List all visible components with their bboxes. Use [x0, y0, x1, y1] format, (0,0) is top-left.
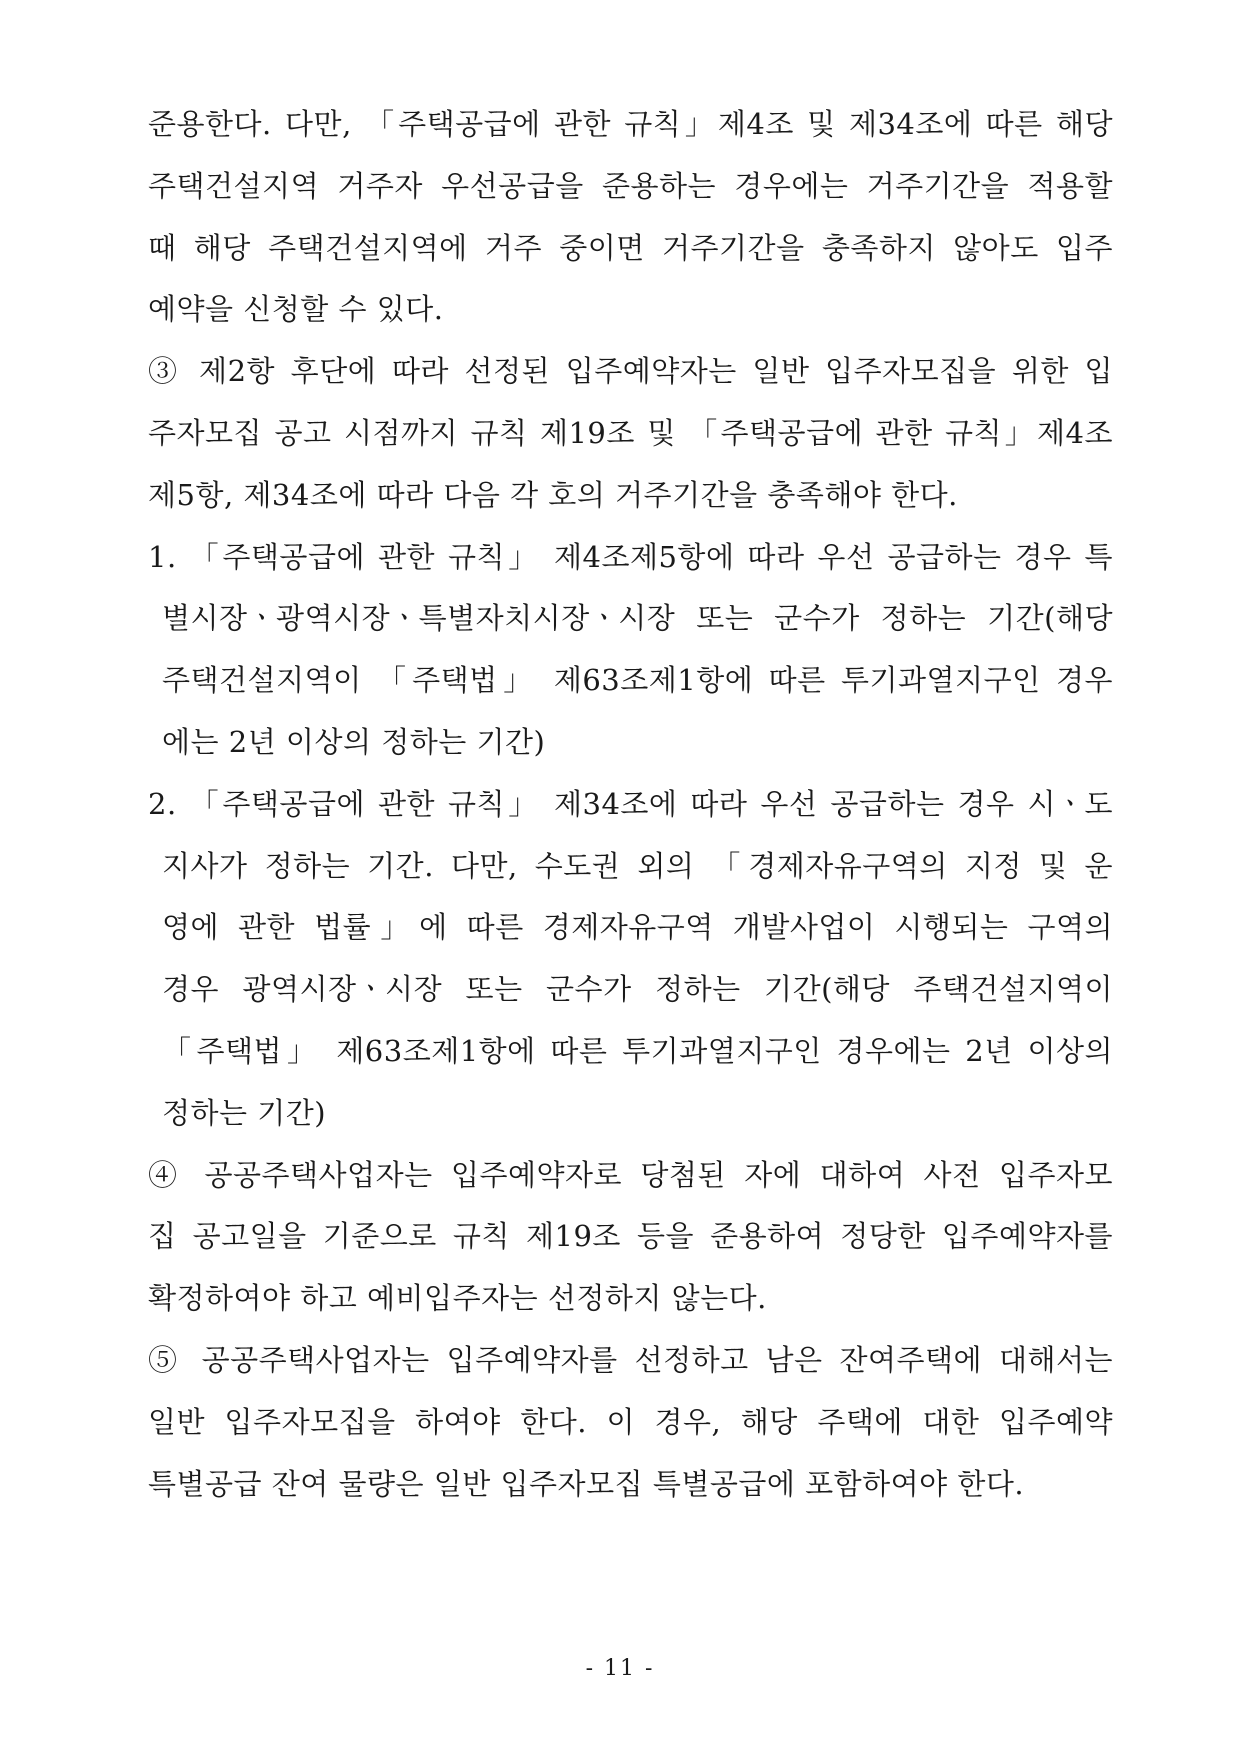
text-line: 경우 광역시장ㆍ시장 또는 군수가 정하는 기간(해당 주택건설지역이 [162, 972, 1113, 1006]
text-line: 1. 「주택공급에 관한 규칙」 제4조제5항에 따라 우선 공급하는 경우 특 [148, 540, 1113, 574]
text-line: 2. 「주택공급에 관한 규칙」 제34조에 따라 우선 공급하는 경우 시ㆍ도 [148, 787, 1113, 821]
text-line: 특별공급 잔여 물량은 일반 입주자모집 특별공급에 포함하여야 한다. [148, 1467, 1025, 1501]
text-line: ④ 공공주택사업자는 입주예약자로 당첨된 자에 대하여 사전 입주자모 [148, 1158, 1113, 1192]
text-line: 때 해당 주택건설지역에 거주 중이면 거주기간을 충족하지 않아도 입주 [148, 231, 1113, 265]
text-line: 예약을 신청할 수 있다. [148, 292, 444, 326]
text-line: 「주택법」 제63조제1항에 따른 투기과열지구인 경우에는 2년 이상의 [162, 1034, 1113, 1068]
text-line: 주택건설지역이 「주택법」 제63조제1항에 따른 투기과열지구인 경우 [162, 663, 1113, 697]
text-line: 주택건설지역 거주자 우선공급을 준용하는 경우에는 거주기간을 적용할 [148, 169, 1113, 203]
text-line: 지사가 정하는 기간. 다만, 수도권 외의 「경제자유구역의 지정 및 운 [162, 849, 1113, 883]
text-line: ⑤ 공공주택사업자는 입주예약자를 선정하고 남은 잔여주택에 대해서는 [148, 1343, 1113, 1377]
text-line: 정하는 기간) [162, 1096, 327, 1130]
page-number: - 11 - [585, 1656, 655, 1681]
text-line: ③ 제2항 후단에 따라 선정된 입주예약자는 일반 입주자모집을 위한 입 [148, 354, 1113, 388]
text-line: 별시장ㆍ광역시장ㆍ특별자치시장ㆍ시장 또는 군수가 정하는 기간(해당 [162, 601, 1113, 635]
text-line: 에는 2년 이상의 정하는 기간) [162, 725, 546, 759]
text-line: 주자모집 공고 시점까지 규칙 제19조 및 「주택공급에 관한 규칙」제4조 [148, 416, 1113, 450]
text-line: 제5항, 제34조에 따라 다음 각 호의 거주기간을 충족해야 한다. [148, 478, 958, 512]
text-line: 집 공고일을 기준으로 규칙 제19조 등을 준용하여 정당한 입주예약자를 [148, 1219, 1113, 1253]
text-line: 준용한다. 다만, 「주택공급에 관한 규칙」제4조 및 제34조에 따른 해당 [148, 107, 1113, 141]
text-line: 일반 입주자모집을 하여야 한다. 이 경우, 해당 주택에 대한 입주예약 [148, 1405, 1113, 1439]
text-line: 확정하여야 하고 예비입주자는 선정하지 않는다. [148, 1281, 767, 1315]
text-line: 영에 관한 법률」에 따른 경제자유구역 개발사업이 시행되는 구역의 [162, 910, 1113, 944]
